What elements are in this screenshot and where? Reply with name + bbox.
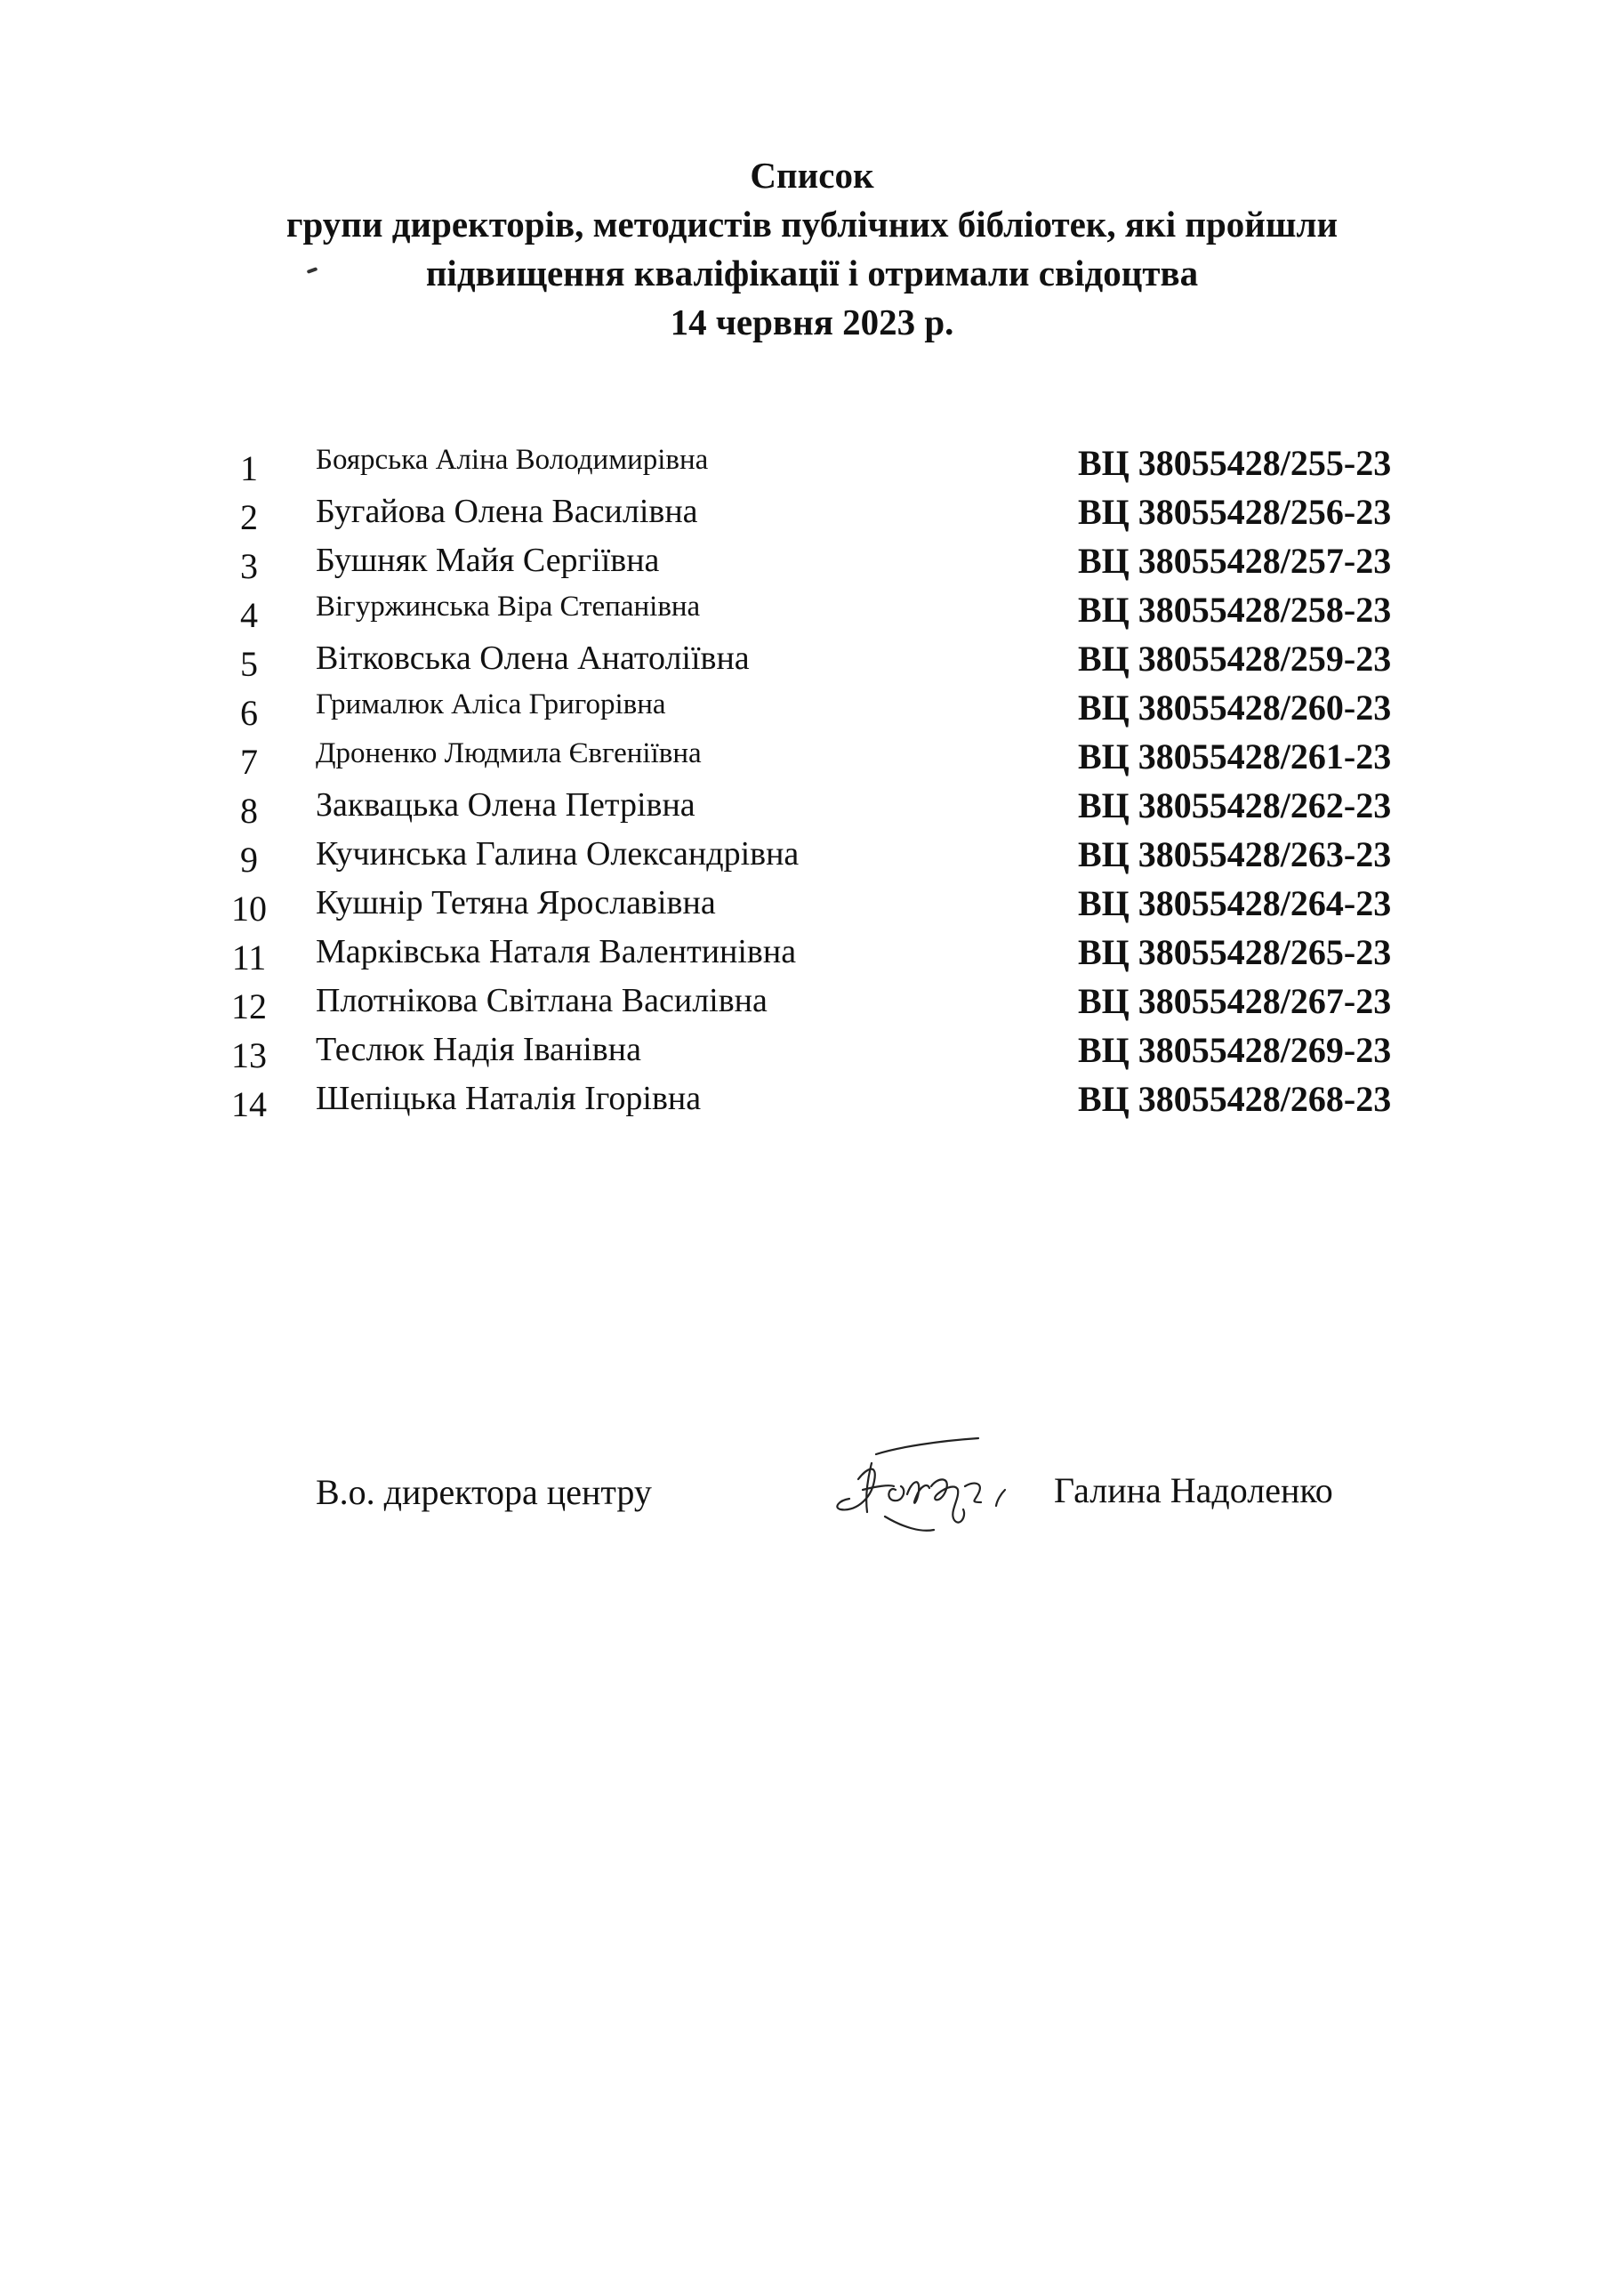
certificate-number: ВЦ 38055428/255-23: [1078, 443, 1392, 483]
participant-name: Плотнікова Світлана Василівна: [316, 982, 768, 1019]
list-item: [0, 1026, 1624, 1074]
certificate-number: ВЦ 38055428/258-23: [1078, 590, 1392, 630]
certificate-number: ВЦ 38055428/269-23: [1078, 1030, 1392, 1070]
participant-list: [0, 439, 1624, 1123]
certificate-number: ВЦ 38055428/268-23: [1078, 1079, 1392, 1119]
handwritten-signature: [823, 1428, 1018, 1552]
row-number: 2: [240, 497, 258, 537]
heading-line-2: групи директорів, методистів публічних бібліотек, які пройшли: [285, 204, 1339, 245]
row-number: 8: [240, 791, 258, 831]
participant-name: Кучинська Галина Олександрівна: [316, 835, 800, 873]
participant-name: Вітковська Олена Анатоліївна: [316, 640, 750, 677]
row-number: 4: [240, 595, 258, 635]
participant-name: Боярська Аліна Володимирівна: [316, 444, 709, 476]
participant-name: Шепіцька Наталія Ігорівна: [316, 1080, 702, 1117]
signer-position: В.о. директора центру: [316, 1472, 652, 1512]
list-item: [0, 439, 1624, 487]
list-item: [0, 585, 1624, 634]
participant-name: Теслюк Надія Іванівна: [316, 1031, 641, 1068]
list-item: [0, 634, 1624, 683]
certificate-number: ВЦ 38055428/265-23: [1078, 932, 1392, 972]
row-number: 14: [231, 1084, 267, 1124]
list-item: [0, 830, 1624, 879]
document-heading: [0, 151, 1624, 347]
signature-block: [0, 1459, 1624, 1565]
heading-date: 14 червня 2023 р.: [670, 302, 954, 342]
row-number: 9: [240, 840, 258, 880]
certificate-number: ВЦ 38055428/259-23: [1078, 639, 1392, 679]
participant-name: Дроненко Людмила Євгеніївна: [316, 737, 702, 769]
certificate-number: ВЦ 38055428/261-23: [1078, 736, 1392, 776]
participant-name: Бугайова Олена Василівна: [316, 493, 698, 530]
certificate-number: ВЦ 38055428/257-23: [1078, 541, 1392, 581]
row-number: 5: [240, 644, 258, 684]
row-number: 10: [231, 889, 267, 929]
row-number: 7: [240, 742, 258, 782]
row-number: 12: [231, 986, 267, 1026]
certificate-number: ВЦ 38055428/267-23: [1078, 981, 1392, 1021]
row-number: 3: [240, 546, 258, 586]
participant-name: Заквацька Олена Петрівна: [316, 786, 695, 824]
list-item: [0, 683, 1624, 732]
certificate-number: ВЦ 38055428/256-23: [1078, 492, 1392, 532]
list-item: [0, 977, 1624, 1026]
participant-name: Бушняк Майя Сергіївна: [316, 542, 660, 579]
list-item: [0, 487, 1624, 536]
list-item: [0, 732, 1624, 781]
participant-name: Марківська Наталя Валентинівна: [316, 933, 797, 970]
heading-title: Список: [750, 155, 874, 196]
row-number: 13: [231, 1035, 267, 1075]
list-item: [0, 879, 1624, 928]
row-number: 6: [240, 693, 258, 733]
certificate-number: ВЦ 38055428/263-23: [1078, 834, 1392, 874]
list-item: [0, 1074, 1624, 1123]
participant-name: Вігуржинська Віра Степанівна: [316, 591, 701, 623]
signer-name: Галина Надоленко: [1054, 1470, 1333, 1510]
certificate-number: ВЦ 38055428/264-23: [1078, 883, 1392, 923]
list-item: [0, 928, 1624, 977]
row-number: 1: [240, 448, 258, 488]
participant-name: Кушнір Тетяна Ярославівна: [316, 884, 716, 921]
list-item: [0, 536, 1624, 585]
heading-line-3: підвищення кваліфікації і отримали свідоцтва: [425, 253, 1199, 294]
participant-name: Грималюк Аліса Григорівна: [316, 688, 666, 720]
certificate-number: ВЦ 38055428/262-23: [1078, 785, 1392, 825]
list-item: [0, 781, 1624, 830]
row-number: 11: [231, 937, 267, 978]
certificate-number: ВЦ 38055428/260-23: [1078, 688, 1392, 728]
